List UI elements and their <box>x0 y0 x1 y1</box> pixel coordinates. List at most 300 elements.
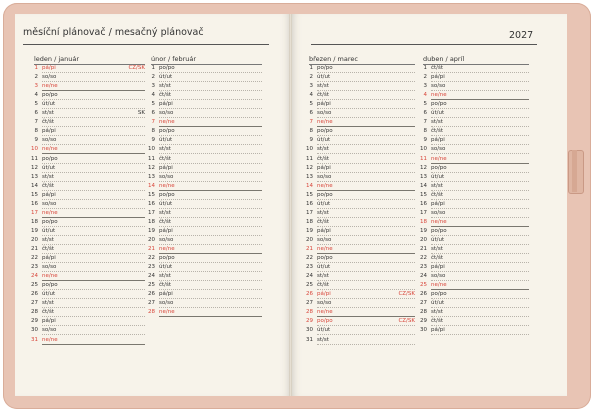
day-number: 2 <box>309 74 313 81</box>
day-row[interactable] <box>303 254 419 263</box>
weekday-label: út/ut <box>317 74 331 81</box>
weekday-label: so/so <box>159 110 174 117</box>
day-row[interactable] <box>28 326 149 335</box>
day-number: 14 <box>148 182 155 189</box>
weekday-label: čt/št <box>317 155 330 162</box>
day-row[interactable] <box>145 64 266 73</box>
day-number: 15 <box>420 191 427 198</box>
day-row[interactable] <box>28 127 149 136</box>
day-number: 28 <box>31 309 38 316</box>
weekday-label: st/st <box>159 209 171 216</box>
weekday-label: čt/št <box>42 119 55 126</box>
day-row[interactable] <box>28 308 149 317</box>
day-row[interactable] <box>417 245 533 254</box>
day-row[interactable] <box>145 281 266 290</box>
day-number: 20 <box>306 236 313 243</box>
weekday-label: út/ut <box>42 101 56 108</box>
day-row[interactable] <box>303 290 419 299</box>
day-number: 11 <box>306 155 313 162</box>
day-row[interactable] <box>28 209 149 218</box>
weekday-label: so/so <box>159 173 174 180</box>
day-row[interactable] <box>145 263 266 272</box>
day-number: 19 <box>420 227 427 234</box>
week-end-rule <box>159 316 262 317</box>
day-row[interactable] <box>303 299 419 308</box>
day-row[interactable] <box>145 136 266 145</box>
weekday-label: ne/ne <box>42 209 58 216</box>
day-row[interactable] <box>417 290 533 299</box>
day-number: 15 <box>31 191 38 198</box>
day-row[interactable] <box>145 164 266 173</box>
day-row[interactable] <box>303 200 419 209</box>
day-number: 5 <box>34 101 38 108</box>
day-row[interactable] <box>417 82 533 91</box>
weekday-label: st/st <box>159 146 171 153</box>
weekday-label: ne/ne <box>159 309 175 316</box>
weekday-label: ne/ne <box>317 246 333 252</box>
weekday-label: út/ut <box>159 137 173 144</box>
weekday-label: čt/št <box>431 65 444 71</box>
day-row[interactable] <box>145 272 266 281</box>
weekday-label: út/ut <box>159 264 173 271</box>
day-row[interactable] <box>145 145 266 154</box>
day-row[interactable] <box>303 182 419 191</box>
weekday-label: st/st <box>42 300 54 307</box>
day-row[interactable] <box>417 254 533 263</box>
weekday-label: po/po <box>431 164 447 171</box>
day-row[interactable] <box>303 227 419 236</box>
day-row[interactable] <box>145 209 266 218</box>
day-row[interactable] <box>145 299 266 308</box>
day-number: 1 <box>423 65 427 71</box>
day-number: 21 <box>148 246 155 252</box>
weekday-label: čt/št <box>317 92 330 99</box>
day-row[interactable] <box>145 290 266 299</box>
day-row[interactable] <box>28 136 149 145</box>
day-number: 1 <box>34 65 38 71</box>
weekday-label: st/st <box>431 119 443 126</box>
day-number: 29 <box>306 318 313 325</box>
day-row[interactable] <box>303 326 419 335</box>
day-row[interactable] <box>145 191 266 200</box>
weekday-label: ne/ne <box>431 92 447 99</box>
day-number: 31 <box>31 336 38 343</box>
day-number: 23 <box>306 264 313 271</box>
weekday-label: pá/pi <box>431 200 445 207</box>
day-number: 19 <box>31 227 38 234</box>
day-row[interactable] <box>28 254 149 263</box>
day-number: 11 <box>148 155 155 162</box>
weekday-label: so/so <box>317 173 332 180</box>
day-row[interactable] <box>145 218 266 227</box>
weekday-label: ne/ne <box>431 218 447 225</box>
weekday-label: pá/pi <box>431 264 445 271</box>
day-row[interactable] <box>417 272 533 281</box>
day-number: 12 <box>31 164 38 171</box>
planner-year: 2027 <box>509 30 534 41</box>
day-row[interactable] <box>28 281 149 290</box>
month-header: duben / apríl <box>423 55 465 63</box>
day-row[interactable] <box>28 145 149 154</box>
day-row[interactable] <box>303 100 419 109</box>
day-row[interactable] <box>303 218 419 227</box>
day-row[interactable] <box>417 127 533 136</box>
day-number: 27 <box>31 300 38 307</box>
day-number: 6 <box>309 110 313 117</box>
day-row[interactable] <box>417 308 533 317</box>
day-row[interactable] <box>303 336 419 345</box>
day-number: 10 <box>306 146 313 153</box>
day-row[interactable] <box>417 209 533 218</box>
holiday-note: CZ/SK <box>398 291 415 298</box>
day-number: 5 <box>151 101 155 108</box>
day-number: 24 <box>420 273 427 280</box>
day-row[interactable] <box>303 127 419 136</box>
day-row[interactable] <box>417 182 533 191</box>
day-number: 6 <box>151 110 155 117</box>
day-number: 29 <box>31 318 38 325</box>
day-row[interactable] <box>28 109 149 118</box>
weekday-label: ne/ne <box>317 309 333 316</box>
weekday-label: po/po <box>317 128 333 135</box>
weekday-label: čt/št <box>159 282 172 289</box>
week-end-rule <box>42 344 145 345</box>
day-row[interactable] <box>417 91 533 100</box>
day-row[interactable] <box>145 155 266 164</box>
day-row[interactable] <box>28 64 149 73</box>
weekday-label: po/po <box>431 101 447 108</box>
day-number: 31 <box>306 336 313 343</box>
day-number: 1 <box>309 65 313 71</box>
weekday-label: čt/št <box>317 282 330 289</box>
weekday-label: po/po <box>317 318 333 325</box>
book-spine <box>289 14 292 396</box>
weekday-label: ne/ne <box>159 182 175 189</box>
day-row[interactable] <box>303 109 419 118</box>
day-number: 25 <box>31 282 38 289</box>
day-row[interactable] <box>303 64 419 73</box>
day-row[interactable] <box>417 64 533 73</box>
weekday-label: so/so <box>42 327 57 334</box>
day-row[interactable] <box>145 100 266 109</box>
day-number: 27 <box>420 300 427 307</box>
day-row[interactable] <box>303 308 419 317</box>
day-row[interactable] <box>417 227 533 236</box>
day-row[interactable] <box>417 281 533 290</box>
holiday-note: CZ/SK <box>398 318 415 325</box>
weekday-label: so/so <box>42 264 57 271</box>
day-row[interactable] <box>28 182 149 191</box>
day-row[interactable] <box>303 91 419 100</box>
day-number: 8 <box>423 128 427 135</box>
day-row[interactable] <box>417 73 533 82</box>
day-number: 5 <box>423 101 427 108</box>
day-row[interactable] <box>303 118 419 127</box>
day-number: 20 <box>148 236 155 243</box>
day-number: 2 <box>423 74 427 81</box>
day-row[interactable] <box>417 200 533 209</box>
day-number: 25 <box>420 282 427 289</box>
day-number: 16 <box>420 200 427 207</box>
day-number: 2 <box>151 74 155 81</box>
day-number: 30 <box>31 327 38 334</box>
weekday-label: so/so <box>431 273 446 280</box>
day-number: 28 <box>148 309 155 316</box>
day-number: 13 <box>31 173 38 180</box>
day-number: 16 <box>148 200 155 207</box>
day-number: 20 <box>31 236 38 243</box>
day-row[interactable] <box>28 155 149 164</box>
weekday-label: čt/št <box>42 246 55 252</box>
day-row[interactable] <box>303 281 419 290</box>
day-row[interactable] <box>417 155 533 164</box>
day-row[interactable] <box>303 136 419 145</box>
day-row[interactable] <box>303 145 419 154</box>
day-row[interactable] <box>145 73 266 82</box>
weekday-label: so/so <box>159 236 174 243</box>
day-number: 26 <box>31 291 38 298</box>
weekday-label: út/ut <box>317 137 331 144</box>
weekday-label: pá/pi <box>431 327 445 334</box>
day-row[interactable] <box>145 200 266 209</box>
day-number: 8 <box>34 128 38 135</box>
day-row[interactable] <box>303 164 419 173</box>
day-number: 22 <box>148 255 155 262</box>
day-number: 3 <box>423 83 427 90</box>
day-number: 23 <box>420 264 427 271</box>
day-row[interactable] <box>28 100 149 109</box>
day-row[interactable] <box>303 73 419 82</box>
day-number: 23 <box>148 264 155 271</box>
day-row[interactable] <box>417 109 533 118</box>
day-number: 7 <box>423 119 427 126</box>
weekday-label: so/so <box>317 300 332 307</box>
weekday-label: čt/št <box>431 318 444 325</box>
weekday-label: pá/pi <box>42 65 56 71</box>
day-row[interactable] <box>417 118 533 127</box>
weekday-label: pá/pi <box>317 227 331 234</box>
day-row[interactable] <box>417 100 533 109</box>
day-row[interactable] <box>303 272 419 281</box>
weekday-label: út/ut <box>159 74 173 81</box>
day-number: 10 <box>31 146 38 153</box>
day-number: 14 <box>306 182 313 189</box>
weekday-label: út/ut <box>431 236 445 243</box>
day-row[interactable] <box>145 254 266 263</box>
day-row[interactable] <box>303 209 419 218</box>
day-row[interactable] <box>145 236 266 245</box>
weekday-label: po/po <box>159 65 175 71</box>
day-row[interactable] <box>303 245 419 254</box>
day-row[interactable] <box>145 173 266 182</box>
weekday-label: st/st <box>431 246 443 252</box>
weekday-label: pá/pi <box>42 318 56 325</box>
day-number: 7 <box>151 119 155 126</box>
day-number: 14 <box>31 182 38 189</box>
day-row[interactable] <box>417 145 533 154</box>
day-number: 19 <box>306 227 313 234</box>
day-row[interactable] <box>28 245 149 254</box>
day-row[interactable] <box>417 317 533 326</box>
day-number: 22 <box>31 255 38 262</box>
day-row[interactable] <box>303 155 419 164</box>
weekday-label: ne/ne <box>42 146 58 153</box>
weekday-label: út/ut <box>317 200 331 207</box>
day-row[interactable] <box>145 308 266 317</box>
day-row[interactable] <box>145 118 266 127</box>
day-number: 20 <box>420 236 427 243</box>
day-row[interactable] <box>417 164 533 173</box>
weekday-label: po/po <box>42 282 58 289</box>
weekday-label: so/so <box>431 83 446 90</box>
weekday-label: ne/ne <box>431 155 447 162</box>
weekday-label: pá/pi <box>431 137 445 144</box>
weekday-label: pá/pi <box>42 128 56 135</box>
day-number: 12 <box>148 164 155 171</box>
weekday-label: čt/št <box>431 128 444 135</box>
day-row[interactable] <box>417 236 533 245</box>
day-number: 17 <box>306 209 313 216</box>
day-row[interactable] <box>28 200 149 209</box>
day-row[interactable] <box>417 263 533 272</box>
weekday-label: so/so <box>42 74 57 81</box>
weekday-label: st/st <box>431 182 443 189</box>
day-row[interactable] <box>28 191 149 200</box>
day-row[interactable] <box>145 91 266 100</box>
day-number: 15 <box>306 191 313 198</box>
weekday-label: po/po <box>431 291 447 298</box>
day-row[interactable] <box>417 326 533 335</box>
day-number: 21 <box>31 246 38 252</box>
day-row[interactable] <box>145 227 266 236</box>
planner-title: měsíční plánovač / mesačný plánovač <box>23 27 204 38</box>
day-row[interactable] <box>303 173 419 182</box>
weekday-label: st/st <box>42 110 54 117</box>
day-number: 24 <box>31 273 38 280</box>
day-row[interactable] <box>145 109 266 118</box>
weekday-label: čt/št <box>317 218 330 225</box>
weekday-label: st/st <box>42 236 54 243</box>
day-number: 11 <box>420 155 427 162</box>
day-row[interactable] <box>145 82 266 91</box>
day-row[interactable] <box>417 299 533 308</box>
weekday-label: st/st <box>42 173 54 180</box>
weekday-label: pá/pi <box>431 74 445 81</box>
day-row[interactable] <box>28 218 149 227</box>
day-number: 3 <box>34 83 38 90</box>
day-number: 27 <box>148 300 155 307</box>
day-number: 27 <box>306 300 313 307</box>
day-row[interactable] <box>145 245 266 254</box>
day-number: 14 <box>420 182 427 189</box>
day-row[interactable] <box>28 73 149 82</box>
day-number: 29 <box>420 318 427 325</box>
day-number: 4 <box>34 92 38 99</box>
day-row[interactable] <box>145 127 266 136</box>
day-row[interactable] <box>417 136 533 145</box>
day-row[interactable] <box>28 299 149 308</box>
day-number: 18 <box>420 218 427 225</box>
day-number: 10 <box>420 146 427 153</box>
day-number: 9 <box>309 137 313 144</box>
day-number: 16 <box>306 200 313 207</box>
day-number: 16 <box>31 200 38 207</box>
day-row[interactable] <box>303 82 419 91</box>
day-number: 26 <box>306 291 313 298</box>
day-number: 8 <box>309 128 313 135</box>
day-number: 9 <box>34 137 38 144</box>
writing-line <box>431 334 529 335</box>
weekday-label: čt/št <box>42 182 55 189</box>
day-row[interactable] <box>28 118 149 127</box>
weekday-label: út/ut <box>42 291 56 298</box>
day-number: 5 <box>309 101 313 108</box>
day-row[interactable] <box>28 336 149 345</box>
day-row[interactable] <box>417 191 533 200</box>
day-row[interactable] <box>28 317 149 326</box>
weekday-label: pá/pi <box>159 291 173 298</box>
day-row[interactable] <box>28 227 149 236</box>
day-number: 18 <box>31 218 38 225</box>
weekday-label: po/po <box>317 255 333 262</box>
weekday-label: čt/št <box>159 218 172 225</box>
weekday-label: ne/ne <box>42 336 58 343</box>
day-row[interactable] <box>28 272 149 281</box>
day-row[interactable] <box>28 164 149 173</box>
weekday-label: so/so <box>42 200 57 207</box>
weekday-label: po/po <box>159 128 175 135</box>
day-number: 18 <box>306 218 313 225</box>
day-number: 26 <box>148 291 155 298</box>
day-row[interactable] <box>28 173 149 182</box>
day-number: 24 <box>306 273 313 280</box>
day-number: 17 <box>420 209 427 216</box>
weekday-label: pá/pi <box>42 255 56 262</box>
day-row[interactable] <box>417 173 533 182</box>
day-number: 7 <box>34 119 38 126</box>
day-row[interactable] <box>303 236 419 245</box>
day-row[interactable] <box>28 236 149 245</box>
day-number: 23 <box>31 264 38 271</box>
day-number: 1 <box>151 65 155 71</box>
holiday-note: SK <box>137 110 145 117</box>
day-number: 22 <box>306 255 313 262</box>
left-title-rule <box>23 44 269 45</box>
day-number: 30 <box>420 327 427 334</box>
day-row[interactable] <box>303 191 419 200</box>
weekday-label: út/ut <box>431 300 445 307</box>
weekday-label: pá/pi <box>159 227 173 234</box>
day-number: 2 <box>34 74 38 81</box>
day-number: 11 <box>31 155 38 162</box>
day-row[interactable] <box>28 290 149 299</box>
weekday-label: st/st <box>317 336 329 343</box>
day-row[interactable] <box>28 263 149 272</box>
day-number: 28 <box>306 309 313 316</box>
day-row[interactable] <box>28 82 149 91</box>
holiday-note: CZ/SK <box>128 65 145 71</box>
month-header: březen / marec <box>309 55 358 63</box>
weekday-label: po/po <box>42 155 58 162</box>
day-row[interactable] <box>145 182 266 191</box>
day-row[interactable] <box>303 317 419 326</box>
weekday-label: st/st <box>159 83 171 90</box>
weekday-label: st/st <box>159 273 171 280</box>
day-row[interactable] <box>28 91 149 100</box>
weekday-label: út/ut <box>159 200 173 207</box>
day-row[interactable] <box>417 218 533 227</box>
day-row[interactable] <box>303 263 419 272</box>
